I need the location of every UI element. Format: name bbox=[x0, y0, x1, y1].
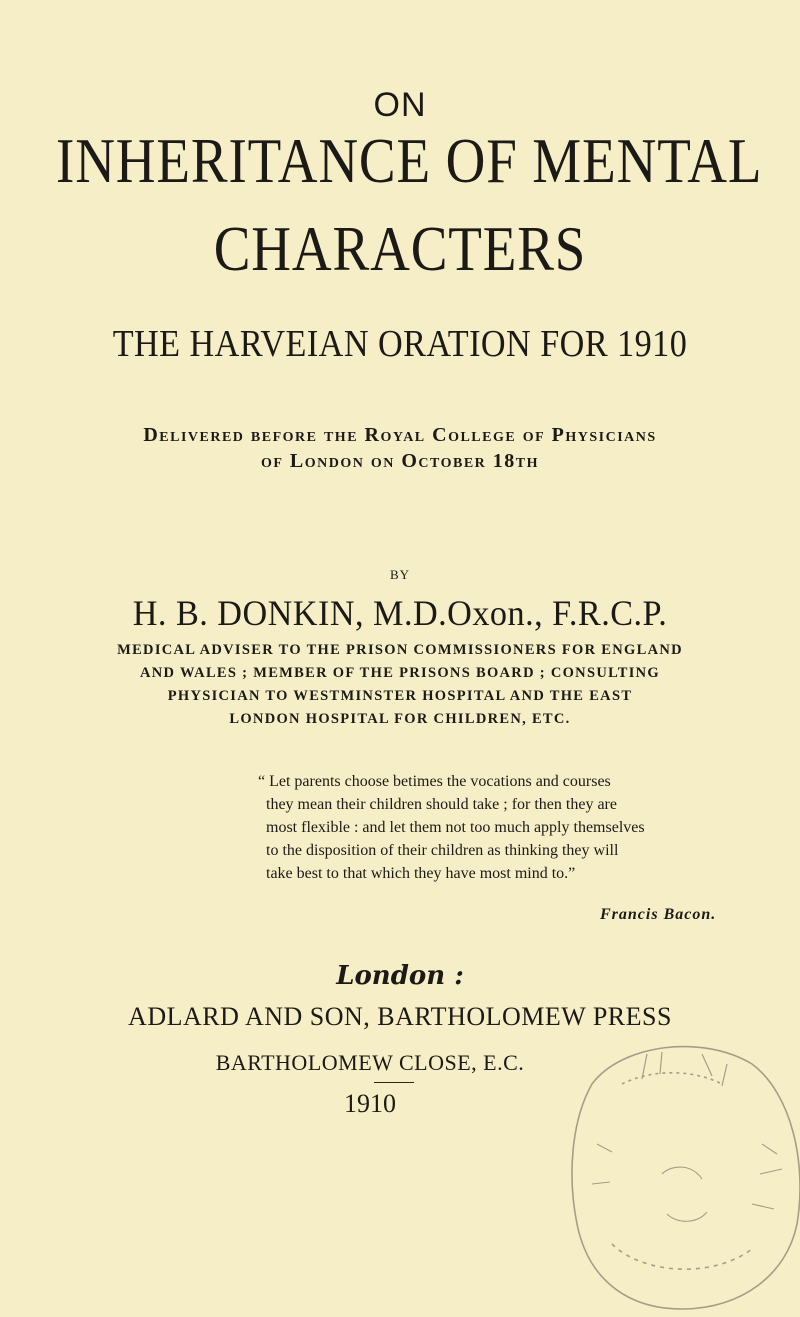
imprint-divider bbox=[374, 1082, 414, 1083]
by-label: BY bbox=[389, 567, 411, 582]
delivered-line-1: Delivered before the Royal College of Physicians bbox=[143, 424, 657, 446]
title-line-1: INHERITANCE OF MENTAL bbox=[56, 125, 763, 196]
epigraph-line: “ Let parents choose betimes the vocations and courses bbox=[258, 773, 611, 790]
epigraph-line: to the disposition of their children as thinking they will bbox=[266, 842, 619, 859]
credentials-line: PHYSICIAN TO WESTMINSTER HOSPITAL AND THE EAST bbox=[167, 688, 633, 704]
title-line-2: CHARACTERS bbox=[213, 213, 587, 284]
credentials-line: AND WALES ; MEMBER OF THE PRISONS BOARD ; CONSULTING bbox=[140, 665, 660, 681]
imprint-address: BARTHOLOMEW CLOSE, E.C. bbox=[215, 1050, 525, 1075]
epigraph-line: most flexible : and let them not too much apply themselves bbox=[266, 819, 645, 836]
epigraph-line: they mean their children should take ; for then they are bbox=[266, 796, 617, 813]
imprint-publisher: ADLARD AND SON, BARTHOLOMEW PRESS bbox=[128, 1002, 672, 1031]
author-name: H. B. DONKIN, M.D.Oxon., F.R.C.P. bbox=[132, 593, 668, 633]
preposition-on: ON bbox=[373, 86, 427, 124]
imprint-city: London : bbox=[336, 961, 464, 991]
imprint-year: 1910 bbox=[344, 1089, 396, 1118]
credentials-line: LONDON HOSPITAL FOR CHILDREN, ETC. bbox=[229, 711, 571, 727]
epigraph-attribution: Francis Bacon. bbox=[600, 906, 717, 923]
epigraph-line: take best to that which they have most mind to.” bbox=[266, 865, 576, 882]
subtitle: THE HARVEIAN ORATION FOR 1910 bbox=[112, 323, 688, 365]
credentials-line: MEDICAL ADVISER TO THE PRISON COMMISSIONERS FOR ENGLAND bbox=[117, 642, 683, 658]
library-stamp-icon bbox=[552, 1024, 800, 1314]
delivered-line-2: of London on October 18th bbox=[260, 450, 540, 472]
